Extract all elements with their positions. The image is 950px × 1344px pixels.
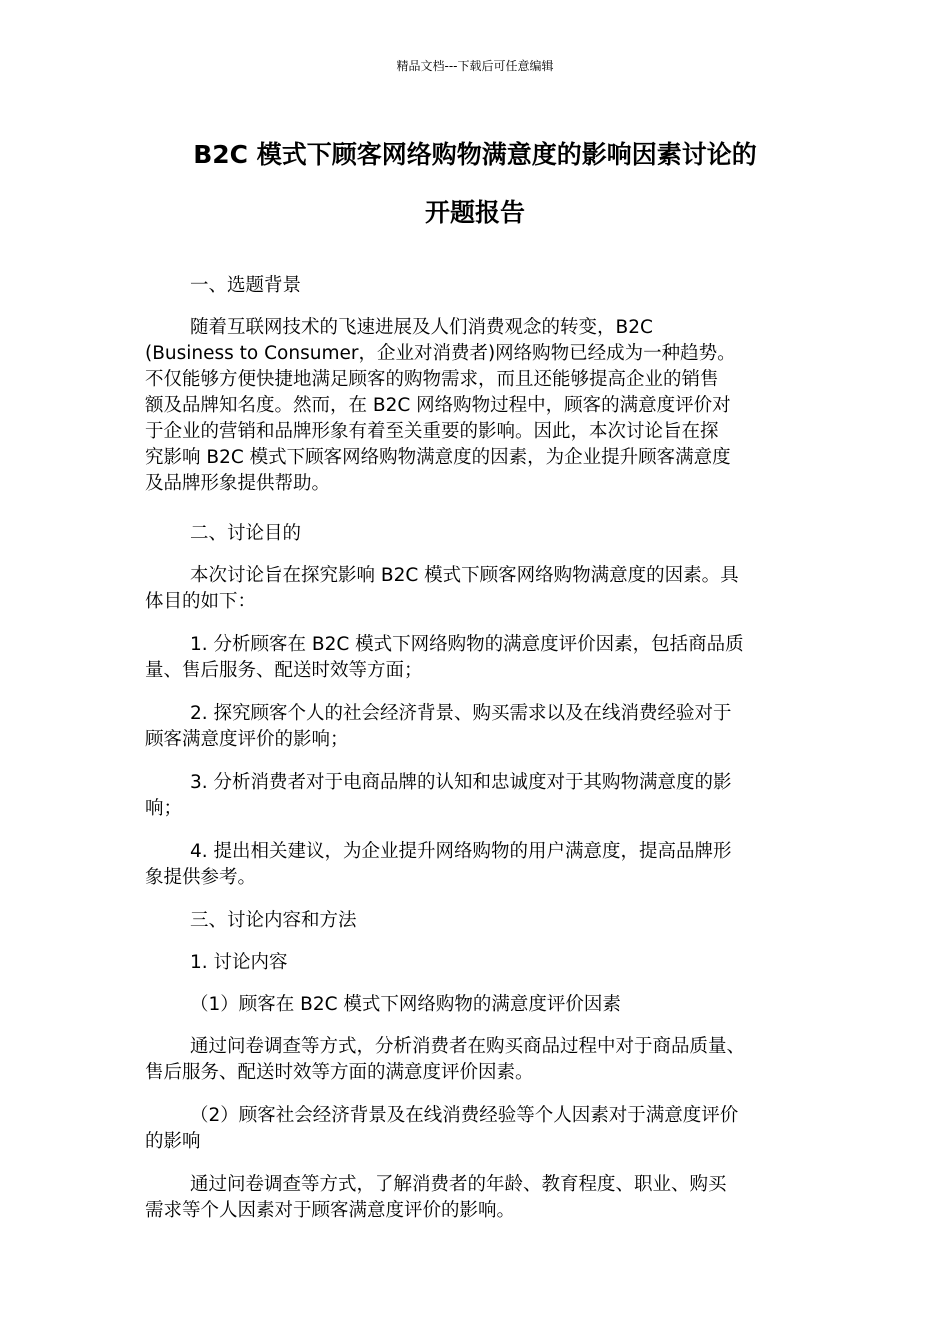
section-heading-content-method: 三、讨论内容和方法 bbox=[190, 910, 357, 931]
paragraph-purpose: 本次讨论旨在探究影响 B2C 模式下顾客网络购物满意度的因素。具 体目的如下： bbox=[145, 565, 739, 612]
list-item-1: 1. 分析顾客在 B2C 模式下网络购物的满意度评价因素，包括商品质 量、售后服务、配送时效等方面； bbox=[145, 634, 744, 681]
list-item-4: 4. 提出相关建议，为企业提升网络购物的用户满意度，提高品牌形 象提供参考。 bbox=[145, 841, 732, 888]
page-header: 精品文档---下载后可任意编辑 bbox=[396, 59, 554, 73]
list-item-2: 2. 探究顾客个人的社会经济背景、购买需求以及在线消费经验对于 顾客满意度评价的影响； bbox=[145, 703, 732, 750]
subitem-1-heading: （1）顾客在 B2C 模式下网络购物的满意度评价因素 bbox=[190, 994, 621, 1015]
list-item-3: 3. 分析消费者对于电商品牌的认知和忠诚度对于其购物满意度的影 响； bbox=[145, 772, 732, 819]
subitem-2-paragraph: 通过问卷调查等方式，了解消费者的年龄、教育程度、职业、购买 需求等个人因素对于顾客满意度评价的影响。 bbox=[145, 1174, 727, 1221]
paragraph-background: 随着互联网技术的飞速进展及人们消费观念的转变，B2C (Business to Consumer，企业对消费者)网络购物已经成为一种趋势。 不仅能够方便快捷地满足顾客的购物需求，而且还能够提高企业的销售 额及品牌知名度。然而，在 B2C 网络购物过程中，顾客的满意度评价对 于企业的营销和品牌形象有着至关重要的影响。因此，本次讨论旨在探 究影响 B2C 模式下顾客网络购物满意度的因素，为企业提升顾客满意度 及品牌形象提供帮助。 bbox=[145, 317, 736, 494]
subitem-2-heading: （2）顾客社会经济背景及在线消费经验等个人因素对于满意度评价 的影响 bbox=[145, 1105, 739, 1152]
document-title-line-1: B2C 模式下顾客网络购物满意度的影响因素讨论的 bbox=[193, 140, 757, 169]
subheading-content: 1. 讨论内容 bbox=[190, 952, 288, 973]
subitem-1-paragraph: 通过问卷调查等方式，分析消费者在购买商品过程中对于商品质量、 售后服务、配送时效等方面的满意度评价因素。 bbox=[145, 1036, 746, 1083]
section-heading-background: 一、选题背景 bbox=[190, 275, 302, 296]
section-heading-purpose: 二、讨论目的 bbox=[190, 523, 302, 544]
document-title-line-2: 开题报告 bbox=[424, 198, 525, 227]
